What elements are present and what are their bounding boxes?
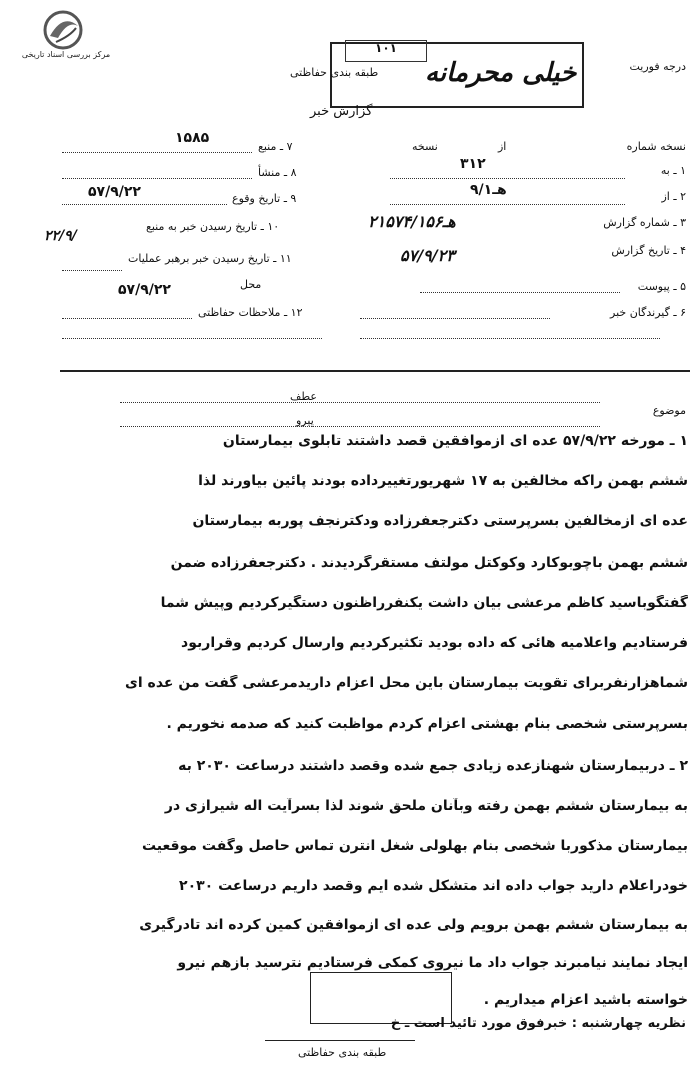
- source-value: ۱۵۸۵: [175, 130, 210, 146]
- location-label: محل: [240, 278, 262, 291]
- from-line: [390, 204, 625, 205]
- stamp-number: ۱۰۱: [345, 40, 427, 62]
- footer-divider: [265, 1040, 415, 1041]
- origin-line: [62, 178, 252, 179]
- atf-line: [120, 402, 600, 403]
- occurrence-date-label: ۹ ـ تاریخ وقوع: [232, 192, 297, 205]
- recipients-line-2: [360, 338, 660, 339]
- location-value: ۵۷/۹/۲۲: [118, 282, 171, 298]
- security-notes-line-2: [62, 338, 322, 339]
- body-line-10: به بیمارستان ششم بهمن رفته وبآنان ملحق شوند لذا بسرآیت اله شیرازی در: [164, 798, 688, 814]
- atf-label: عطف: [290, 390, 317, 403]
- header-divider: [60, 370, 690, 372]
- origin-label: ۸ ـ منشأ: [258, 166, 297, 179]
- body-line-1: ۱ ـ مورخه ۵۷/۹/۲۲ عده ای ازموافقین قصد داشتند تابلوی بیمارستان: [222, 433, 688, 449]
- body-line-5: گفتگوباسید کاظم مرعشی بیان داشت یکنفرراظنون دستگیرکردیم وپیش شما: [160, 595, 688, 611]
- classification-label: طبقه بندی حفاظتی: [290, 66, 379, 79]
- subject-label: موضوع: [652, 404, 686, 417]
- peyro-label: پیرو: [296, 414, 314, 427]
- source-label: ۷ ـ منبع: [258, 140, 293, 153]
- body-line-9: ۲ ـ دربیمارستان شهنازعده زیادی جمع شده وقصد داشتند درساعت ۲۰۳۰ به: [178, 758, 688, 774]
- attachment-label: ۵ ـ پیوست: [637, 280, 686, 293]
- recipients-label: ۶ ـ گیرندگان خبر: [610, 306, 686, 319]
- body-line-2: ششم بهمن راکه مخالفین به ۱۷ شهریورتغییرداده بودند پائین بیاورند لذا: [198, 473, 688, 489]
- source-received-label: ۱۰ ـ تاریخ رسیدن خبر به منبع: [146, 220, 280, 233]
- opinion-line: نظریه چهارشنبه : خبرفوق مورد تائید است ـ خ: [390, 1016, 686, 1031]
- footer-classification-label: طبقه بندی حفاظتی: [298, 1046, 387, 1059]
- source-line: [62, 152, 252, 153]
- peyro-line: [120, 426, 600, 427]
- body-line-12: خودراعلام دارید جواب داده اند متشکل شده ایم وقصد داریم درساعت ۲۰۳۰: [179, 878, 688, 894]
- from-value: ۹/هـ۱: [470, 182, 507, 198]
- body-line-8: بسرپرستی شخصی بنام بهشتی اعزام کردم مواظبت کنید که صدمه نخوریم .: [166, 716, 688, 732]
- to-line: [390, 178, 625, 179]
- report-title: گزارش خبر: [310, 104, 373, 119]
- body-line-3: عده ای ازمخالفین بسرپرستی دکترجعفرزاده ودکترنجف پوربه بیمارستان: [192, 513, 688, 529]
- copy-from-label: از: [498, 140, 507, 153]
- body-line-11: بیمارستان مذکوربا شخصی بنام بهلولی شغل انترن تماس حاصل وگفت موقعیت: [141, 838, 688, 854]
- report-date-value: ۵۷/۹/۲۳: [400, 246, 455, 265]
- from-label: ۲ ـ از: [661, 190, 686, 203]
- body-line-6: فرستادیم واعلامیه هائی که داده بودید تکثیرکردیم وارسال کردیم وقراربود: [181, 635, 688, 651]
- ops-received-label: ۱۱ ـ تاریخ رسیدن خبر برهبر عملیات: [128, 252, 292, 265]
- copy-of-label: نسخه: [412, 140, 438, 153]
- body-line-13: به بیمارستان ششم بهمن برویم ولی عده ای ازموافقین کمین کرده اند تادرگیری: [139, 917, 688, 933]
- archive-caption: مرکز بررسی اسناد تاریخی: [21, 50, 111, 59]
- classification-handwritten: خیلی محرمانه: [425, 58, 577, 88]
- security-notes-line: [62, 318, 192, 319]
- body-line-4: ششم بهمن باچوبوکارد وکوکتل مولتف مستقرگردیدند . دکترجعفرزاده ضمن: [170, 555, 688, 571]
- report-date-label: ۴ ـ تاریخ گزارش: [611, 244, 686, 257]
- archive-logo: [8, 8, 118, 68]
- report-number-label: ۳ ـ شماره گزارش: [603, 216, 686, 229]
- body-line-7: شماهزارنفربرای تقویت بیمارستان باین محل اعزام داریدمرعشی گفت من عده ای: [125, 675, 688, 691]
- recipients-line: [360, 318, 550, 319]
- to-value: ۳۱۲: [460, 156, 486, 172]
- to-label: ۱ ـ به: [660, 164, 686, 177]
- attachment-line: [420, 292, 620, 293]
- report-number-value: ۲۱۵۷۴/هـ۱۵۶: [368, 212, 456, 231]
- ops-received-line: [62, 270, 122, 271]
- occurrence-date-value: ۵۷/۹/۲۲: [88, 184, 141, 200]
- security-notes-label: ۱۲ ـ ملاحظات حفاظتی: [198, 306, 303, 319]
- source-received-value: ۲۲/۹/: [44, 228, 77, 244]
- degree-label: درجه فوریت: [629, 60, 686, 73]
- body-line-14: ایجاد نمایند نیامبرند جواب داد ما نیروی کمکی فرستادیم نترسید بازهم نیرو: [177, 955, 688, 971]
- copy-number-label: نسخه شماره: [626, 140, 686, 153]
- body-line-15: خواسته باشید اعزام میداریم .: [483, 992, 688, 1008]
- occurrence-date-line: [62, 204, 227, 205]
